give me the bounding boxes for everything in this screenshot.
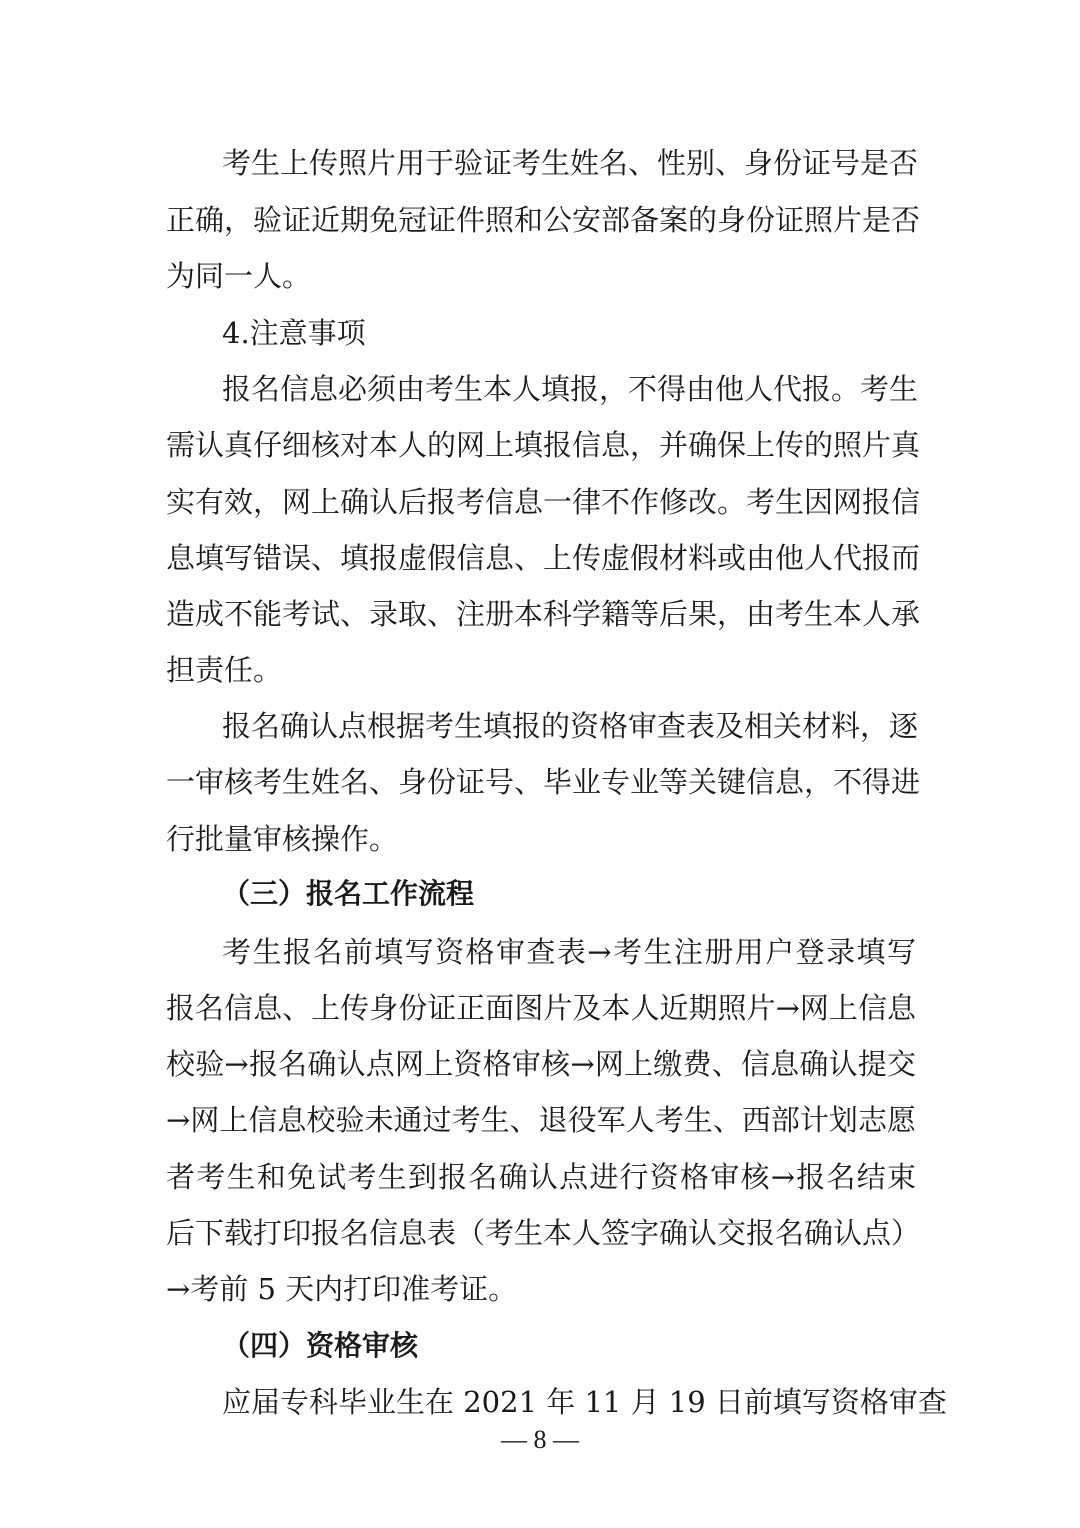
paragraph-line: 后下载打印报名信息表（考生本人签字确认交报名确认点） (166, 1216, 921, 1250)
paragraph-line: 报名信息、上传身份证正面图片及本人近期照片→网上信息 (166, 991, 916, 1025)
section-heading-notice: 4.注意事项 (222, 316, 366, 350)
paragraph-line: 校验→报名确认点网上资格审核→网上缴费、信息确认提交 (166, 1047, 916, 1081)
paragraph-line: 报名信息必须由考生本人填报，不得由他人代报。考生 (222, 372, 919, 406)
paragraph-line: 报名确认点根据考生填报的资格审查表及相关材料，逐 (222, 709, 919, 743)
section-heading-process: （三）报名工作流程 (222, 877, 475, 910)
paragraph-line: 担责任。 (166, 653, 283, 687)
paragraph-line: 实有效，网上确认后报考信息一律不作修改。考生因网报信 (166, 485, 921, 519)
paragraph-line: 应届专科毕业生在 2021 年 11 月 19 日前填写资格审查 (222, 1385, 947, 1419)
paragraph-line: 造成不能考试、录取、注册本科学籍等后果，由考生本人承 (166, 597, 921, 631)
paragraph-line: →考前 5 天内打印准考证。 (166, 1272, 518, 1306)
section-heading-review: （四）资格审核 (222, 1329, 419, 1362)
paragraph-line: 行批量审核操作。 (166, 822, 399, 856)
paragraph-line: →网上信息校验未通过考生、退役军人考生、西部计划志愿 (166, 1103, 916, 1137)
paragraph-line: 一审核考生姓名、身份证号、毕业专业等关键信息，不得进 (166, 765, 921, 799)
paragraph-line: 为同一人。 (166, 259, 312, 293)
paragraph-line: 考生报名前填写资格审查表→考生注册用户登录填写 (222, 935, 916, 969)
paragraph-line: 考生上传照片用于验证考生姓名、性别、身份证号是否 (222, 146, 919, 180)
paragraph-line: 息填写错误、填报虚假信息、上传虚假材料或由他人代报而 (166, 541, 921, 575)
page-number: — 8 — (501, 1425, 579, 1454)
paragraph-line: 正确，验证近期免冠证件照和公安部备案的身份证照片是否 (166, 203, 921, 237)
paragraph-line: 需认真仔细核对本人的网上填报信息，并确保上传的照片真 (166, 428, 921, 462)
paragraph-line: 者考生和免试考生到报名确认点进行资格审核→报名结束 (166, 1160, 916, 1194)
